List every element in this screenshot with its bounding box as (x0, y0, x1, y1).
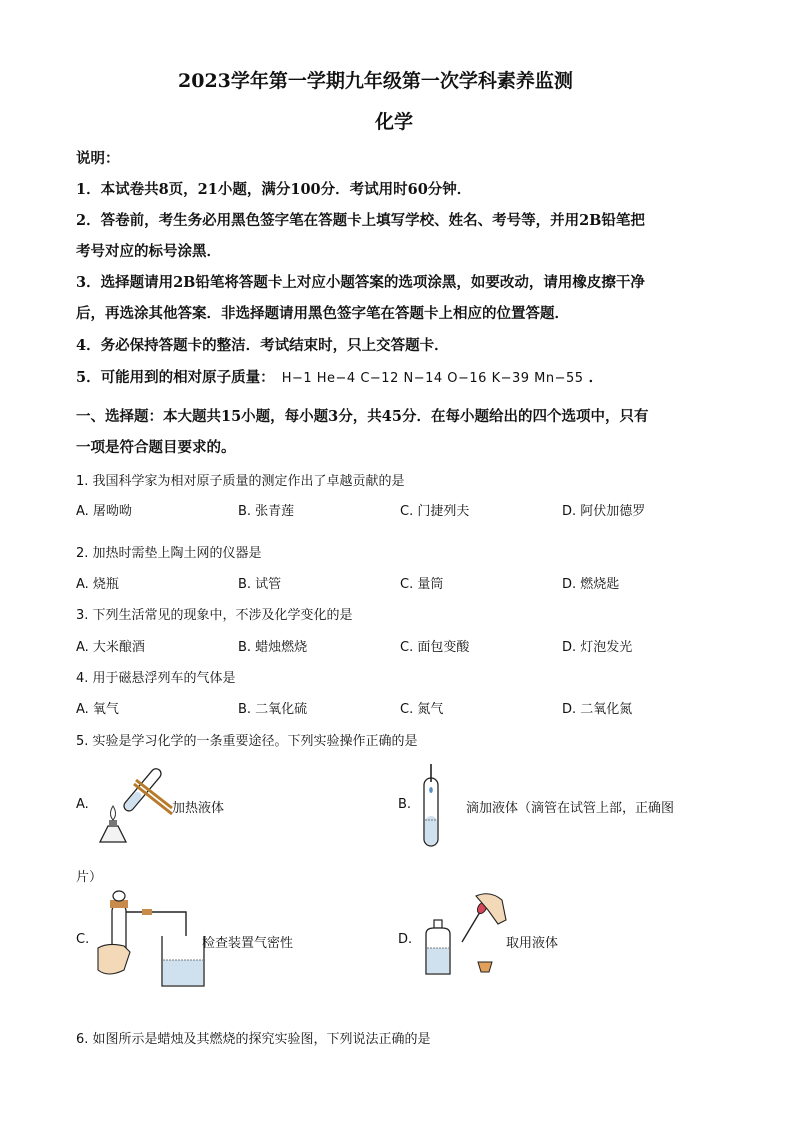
q2-option-d: D. 燃烧匙 (562, 577, 620, 592)
q5-c-caption: 检查装置气密性 (202, 936, 294, 951)
atomic-masses: H−1 He−4 C−12 N−14 O−16 K−39 Mn−55 (281, 371, 584, 386)
q5-b-caption: 滴加液体（滴管在试管上部，正确图 (466, 801, 675, 816)
section-heading-line1: 一、选择题：本大题共15小题，每小题3分，共45分．在每小题给出的四个选项中，只有 (76, 408, 649, 425)
q3-option-c: C. 面包变酸 (400, 640, 470, 655)
question-6-stem: 6. 如图所示是蜡烛及其燃烧的探究实验图，下列说法正确的是 (76, 1032, 431, 1047)
q5-option-a-label: A. (76, 797, 89, 812)
q1-option-b: B. 张青莲 (238, 504, 295, 519)
instruction-3-line1: 3．选择题请用2B铅笔将答题卡上对应小题答案的选项涂黑，如要改动，请用橡皮擦干净 (76, 274, 645, 291)
airtightness-check-diagram (94, 890, 206, 990)
instructions-label: 说明： (76, 150, 120, 167)
heating-liquid-diagram (92, 762, 174, 850)
q3-option-d: D. 灯泡发光 (562, 640, 633, 655)
q2-option-b: B. 试管 (238, 577, 282, 592)
question-3-stem: 3. 下列生活常见的现象中，不涉及化学变化的是 (76, 608, 353, 623)
instruction-2-line1: 2．答卷前，考生务必用黑色签字笔在答题卡上填写学校、姓名、考号等，并用2B铅笔把 (76, 212, 645, 229)
q4-option-a: A. 氧气 (76, 702, 119, 717)
taking-liquid-diagram (418, 890, 508, 976)
q5-option-b-label: B. (398, 797, 412, 812)
q2-option-c: C. 量筒 (400, 577, 444, 592)
dropping-liquid-diagram (416, 764, 446, 850)
q5-d-caption: 取用液体 (506, 936, 559, 951)
q5-a-caption: 加热液体 (172, 801, 225, 816)
q3-option-b: B. 蜡烛燃烧 (238, 640, 308, 655)
question-5-stem: 5. 实验是学习化学的一条重要途径。下列实验操作正确的是 (76, 734, 418, 749)
question-4-stem: 4. 用于磁悬浮列车的气体是 (76, 671, 236, 686)
q5-b-caption-cont: 片） (76, 870, 103, 885)
q4-option-b: B. 二氧化硫 (238, 702, 308, 717)
q4-option-d: D. 二氧化氮 (562, 702, 633, 717)
instruction-5-suffix: ． (588, 369, 604, 386)
q5-option-d-label: D. (398, 932, 413, 947)
instruction-3-line2: 后，再选涂其他答案．非选择题请用黑色签字笔在答题卡上相应的位置答题． (76, 305, 569, 322)
instruction-4: 4．务必保持答题卡的整洁．考试结束时，只上交答题卡． (76, 337, 449, 354)
instruction-5-prefix: 5．可能用到的相对原子质量： (76, 369, 275, 386)
q5-option-c-label: C. (76, 932, 90, 947)
subject-title: 化学 (375, 111, 414, 133)
question-2-stem: 2. 加热时需垫上陶土网的仪器是 (76, 546, 262, 561)
instruction-2-line2: 考号对应的标号涂黑． (76, 243, 221, 260)
instruction-5 (76, 366, 603, 387)
instruction-1: 1．本试卷共8页，21小题，满分100分．考试用时60分钟． (76, 181, 472, 198)
exam-title: 2023学年第一学期九年级第一次学科素养监测 (178, 70, 573, 92)
q1-option-d: D. 阿伏加德罗 (562, 504, 646, 519)
q3-option-a: A. 大米酿酒 (76, 640, 145, 655)
q2-option-a: A. 烧瓶 (76, 577, 119, 592)
question-1-stem: 1. 我国科学家为相对原子质量的测定作出了卓越贡献的是 (76, 474, 405, 489)
section-heading-line2: 一项是符合题目要求的。 (76, 439, 236, 456)
q1-option-c: C. 门捷列夫 (400, 504, 470, 519)
q4-option-c: C. 氮气 (400, 702, 444, 717)
q1-option-a: A. 屠呦呦 (76, 504, 132, 519)
